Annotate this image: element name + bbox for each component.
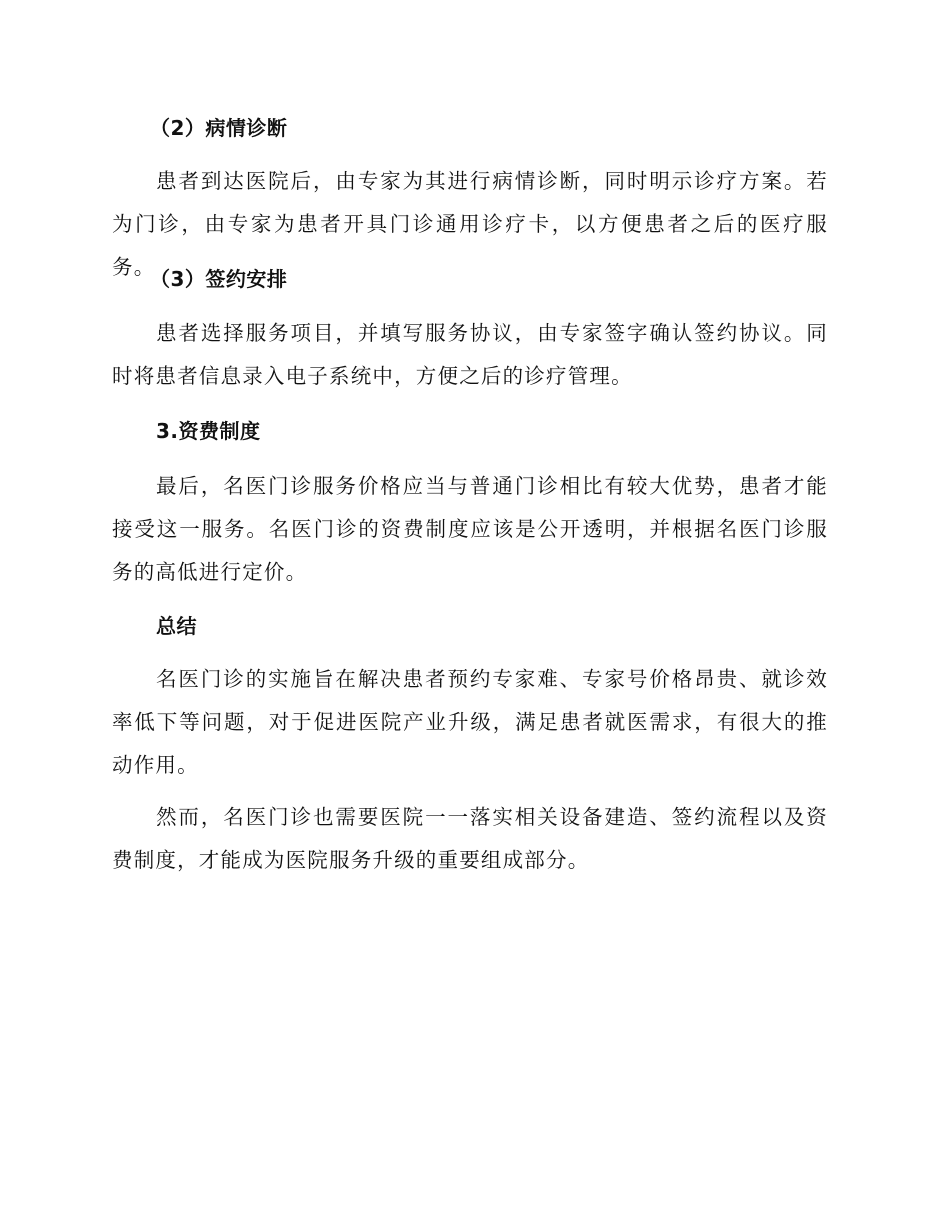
- paragraph-summary-2: 然而，名医门诊也需要医院一一落实相关设备建造、签约流程以及资费制度，才能成为医院服务升级的重要组成部分。: [112, 805, 828, 872]
- paragraph-signing: 患者选择服务项目，并填写服务协议，由专家签字确认签约协议。同时将患者信息录入电子系统中，方便之后的诊疗管理。: [112, 321, 828, 388]
- paragraph-fees: 最后，名医门诊服务价格应当与普通门诊相比有较大优势，患者才能接受这一服务。名医门诊的资费制度应该是公开透明，并根据名医门诊服务的高低进行定价。: [112, 474, 828, 584]
- paragraph-summary-1: 名医门诊的实施旨在解决患者预约专家难、专家号价格昂贵、就诊效率低下等问题，对于促进医院产业升级，满足患者就医需求，有很大的推动作用。: [112, 667, 828, 777]
- heading-summary: 总结: [156, 614, 197, 638]
- heading-fees: 3.资费制度: [156, 419, 261, 443]
- heading-signing: （3）签约安排: [150, 267, 288, 291]
- heading-diagnosis: （2）病情诊断: [150, 116, 288, 140]
- paragraph-diagnosis: 患者到达医院后，由专家为其进行病情诊断，同时明示诊疗方案。若为门诊，由专家为患者开具门诊通用诊疗卡，以方便患者之后的医疗服务。: [112, 169, 828, 279]
